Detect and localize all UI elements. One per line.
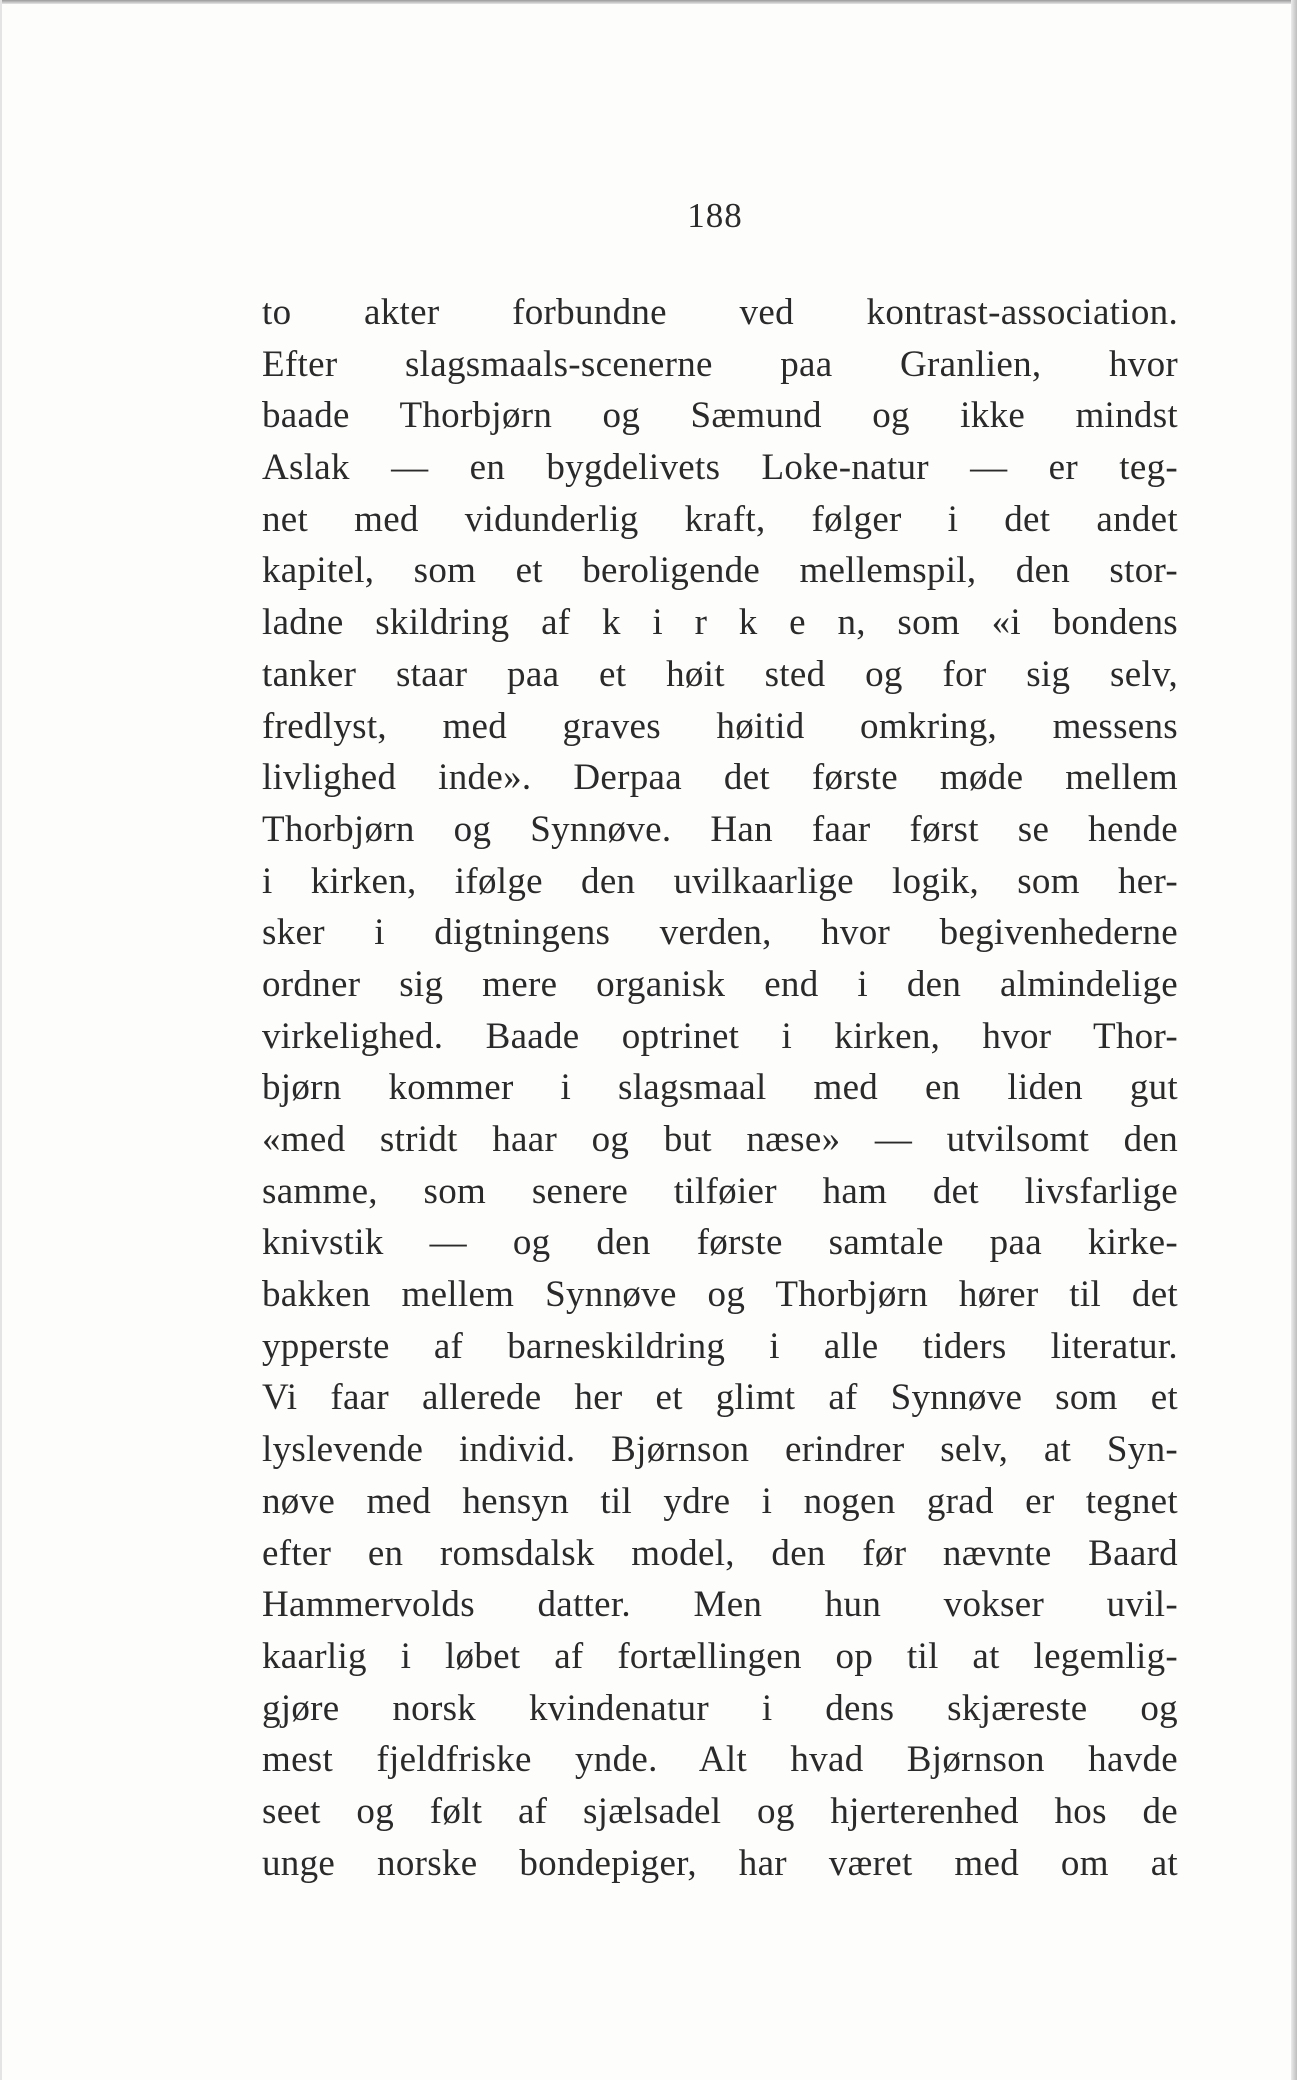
text-line: ordner sig mere organisk end i den almindelige — [262, 963, 1178, 1005]
text-line: «med stridt haar og but næse» — utvilsomt den — [262, 1119, 1178, 1160]
text-line: gjøre norsk kvindenatur i dens skjæreste og — [262, 1687, 1178, 1729]
text-line: samme, som senere tilføier ham det livsfarlige — [262, 1170, 1178, 1212]
text-line: i kirken, ifølge den uvilkaarlige logik, som her- — [262, 860, 1178, 902]
text-line: bjørn kommer i slagsmaal med en liden gut — [262, 1067, 1178, 1109]
text-line: efter en romsdalsk model, den før nævnte Baard — [262, 1532, 1178, 1574]
text-line: baade Thorbjørn og Sæmund og ikke mindst — [262, 395, 1178, 437]
text-line: lyslevende individ. Bjørnson erindrer selv, at Syn- — [262, 1429, 1178, 1471]
text-line: kapitel, som et beroligende mellemspil, den stor- — [262, 550, 1178, 592]
text-line: Thorbjørn og Synnøve. Han faar først se hende — [262, 808, 1178, 850]
text-line: bakken mellem Synnøve og Thorbjørn hører til det — [262, 1274, 1178, 1316]
text-line: virkelighed. Baade optrinet i kirken, hvor Thor- — [262, 1015, 1178, 1057]
text-line: seet og følt af sjælsadel og hjerterenhed hos de — [262, 1790, 1178, 1832]
text-line: fredlyst, med graves høitid omkring, messens — [262, 705, 1178, 747]
text-line: kaarlig i løbet af fortællingen op til at legemlig- — [262, 1635, 1178, 1677]
text-line: Vi faar allerede her et glimt af Synnøve som et — [262, 1377, 1178, 1419]
text-line: Hammervolds datter. Men hun vokser uvil- — [262, 1584, 1178, 1626]
text-line: ypperste af barneskildring i alle tiders literatur. — [262, 1325, 1178, 1367]
body-text — [262, 287, 1178, 1889]
page-left-edge — [0, 0, 2, 2080]
text-line: to akter forbundne ved kontrast-association. — [262, 292, 1178, 333]
text-line: nøve med hensyn til ydre i nogen grad er tegnet — [262, 1480, 1178, 1522]
text-line: unge norske bondepiger, har været med om at — [262, 1842, 1178, 1884]
text-line: Aslak — en bygdelivets Loke-natur — er teg- — [262, 447, 1178, 489]
text-line: sker i digtningens verden, hvor begivenhederne — [262, 912, 1178, 954]
text-line: knivstik — og den første samtale paa kirke- — [262, 1222, 1178, 1264]
page-top-edge — [0, 0, 1297, 4]
text-line: ladne skildring af k i r k e n, som «i bondens — [262, 602, 1178, 644]
page-right-edge — [1291, 0, 1297, 2080]
page-number: 188 — [687, 196, 743, 235]
text-line: tanker staar paa et høit sted og for sig selv, — [262, 653, 1178, 695]
text-line: livlighed inde». Derpaa det første møde mellem — [262, 757, 1178, 799]
text-line: net med vidunderlig kraft, følger i det andet — [262, 498, 1178, 540]
text-line: Efter slagsmaals-scenerne paa Granlien, hvor — [262, 343, 1178, 385]
text-line: mest fjeldfriske ynde. Alt hvad Bjørnson havde — [262, 1739, 1178, 1781]
